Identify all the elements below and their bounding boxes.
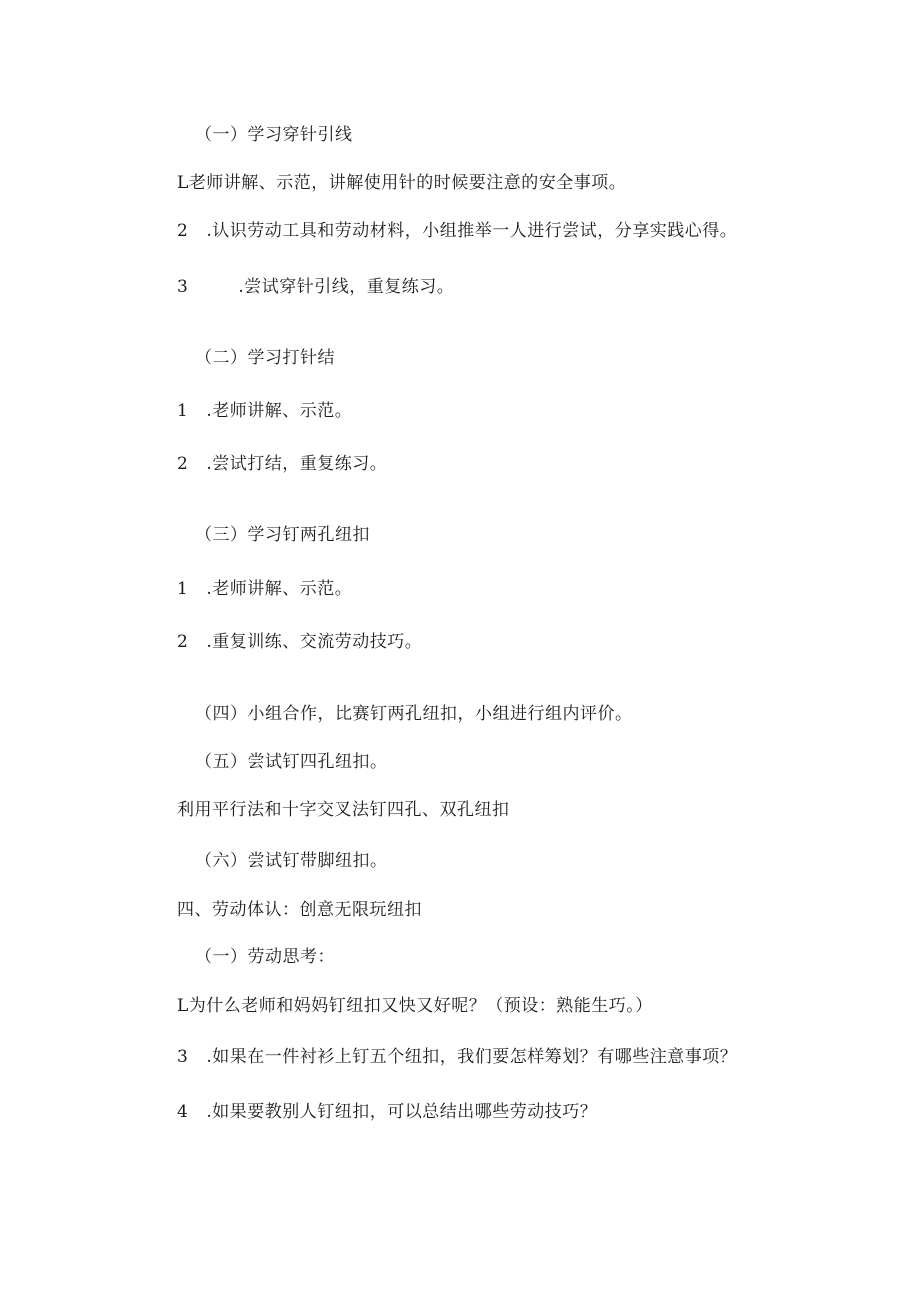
item-number: 2 xyxy=(177,454,189,474)
section-heading-3: （三）学习钉两孔纽扣 xyxy=(195,525,370,545)
item-number: 1 xyxy=(177,579,189,599)
paragraph-line: L为什么老师和妈妈钉纽扣又快又好呢？（预设：熟能生巧。） xyxy=(177,996,653,1016)
item-number: 4 xyxy=(177,1102,189,1122)
section-heading-7: （一）劳动思考： xyxy=(195,947,335,967)
numbered-item: 2 .尝试打结，重复练习。 xyxy=(177,454,388,474)
numbered-item: 2 .重复训练、交流劳动技巧。 xyxy=(177,632,423,652)
numbered-item: 4 .如果要教别人钉纽扣，可以总结出哪些劳动技巧？ xyxy=(177,1102,598,1122)
section-heading-4: （四）小组合作，比赛钉两孔纽扣，小组进行组内评价。 xyxy=(195,704,633,724)
section-heading-5: （五）尝试钉四孔纽扣。 xyxy=(195,752,388,772)
section-heading-2: （二）学习打针结 xyxy=(195,348,335,368)
item-number: 1 xyxy=(177,401,189,421)
section-heading-6: （六）尝试钉带脚纽扣。 xyxy=(195,851,388,871)
item-number: 3 xyxy=(177,1047,189,1067)
numbered-item: 1 .老师讲解、示范。 xyxy=(177,579,353,599)
chapter-heading: 四、劳动体认：创意无限玩纽扣 xyxy=(177,900,422,920)
numbered-item: 3 .尝试穿针引线，重复练习。 xyxy=(177,277,455,297)
paragraph-line: L老师讲解、示范，讲解使用针的时候要注意的安全事项。 xyxy=(177,173,627,193)
numbered-item: 1 .老师讲解、示范。 xyxy=(177,401,353,421)
numbered-item: 3 .如果在一件衬衫上钉五个纽扣，我们要怎样筹划？有哪些注意事项？ xyxy=(177,1047,738,1067)
numbered-item: 2 .认识劳动工具和劳动材料，小组推举一人进行尝试，分享实践心得。 xyxy=(177,221,738,241)
paragraph-line: 利用平行法和十字交叉法钉四孔、双孔纽扣 xyxy=(177,800,510,820)
section-heading-1: （一）学习穿针引线 xyxy=(195,125,353,145)
item-number: 3 xyxy=(177,277,189,297)
item-number: 2 xyxy=(177,221,189,241)
item-number: 2 xyxy=(177,632,189,652)
